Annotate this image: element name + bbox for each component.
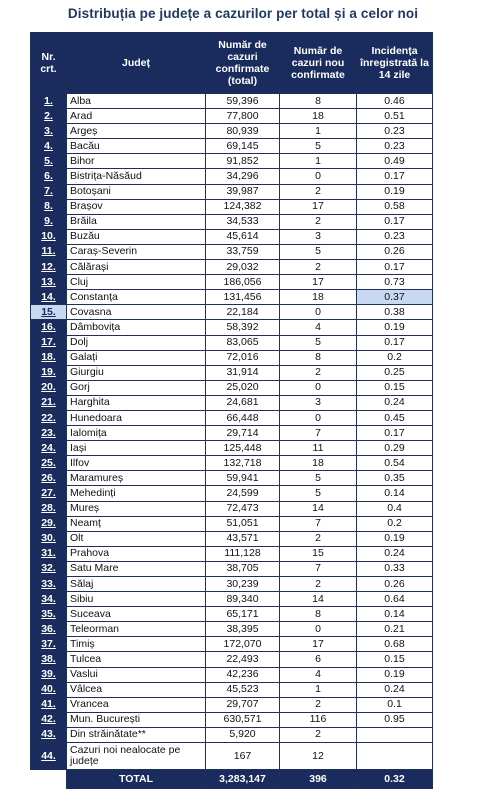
row-new-cases: 11: [280, 441, 357, 456]
row-new-cases: 1: [280, 124, 357, 139]
row-new-cases: 2: [280, 697, 357, 712]
row-county: Arad: [67, 109, 206, 124]
row-new-cases: 2: [280, 531, 357, 546]
row-county: Iași: [67, 441, 206, 456]
table-body: [31, 94, 433, 770]
row-total-cases: 24,599: [206, 486, 280, 501]
row-new-cases: 18: [280, 456, 357, 471]
row-total-cases: 83,065: [206, 335, 280, 350]
row-total-cases: 132,718: [206, 456, 280, 471]
row-number: 40.: [31, 682, 67, 697]
row-number: 29.: [31, 516, 67, 531]
row-total-cases: 45,614: [206, 229, 280, 244]
row-new-cases: 18: [280, 290, 357, 305]
row-total-cases: 72,473: [206, 501, 280, 516]
row-incidence: 0.45: [357, 410, 433, 425]
row-county: Alba: [67, 94, 206, 109]
row-new-cases: 12: [280, 743, 357, 770]
row-new-cases: 17: [280, 637, 357, 652]
row-county: Argeș: [67, 124, 206, 139]
row-new-cases: 0: [280, 305, 357, 320]
row-total-cases: 72,016: [206, 350, 280, 365]
row-county: Cluj: [67, 275, 206, 290]
row-number: 4.: [31, 139, 67, 154]
row-new-cases: 1: [280, 154, 357, 169]
row-new-cases: 5: [280, 244, 357, 259]
row-number: 24.: [31, 441, 67, 456]
row-number: 35.: [31, 607, 67, 622]
table-row: [31, 561, 433, 576]
row-new-cases: 7: [280, 426, 357, 441]
row-county: Caraș-Severin: [67, 244, 206, 259]
row-total-cases: 59,941: [206, 471, 280, 486]
row-incidence: 0.73: [357, 275, 433, 290]
row-new-cases: 2: [280, 214, 357, 229]
row-total-cases: 69,145: [206, 139, 280, 154]
row-total-cases: 77,800: [206, 109, 280, 124]
row-number: 2.: [31, 109, 67, 124]
table-row: [31, 184, 433, 199]
row-incidence: 0.4: [357, 501, 433, 516]
row-incidence: 0.23: [357, 139, 433, 154]
row-incidence: 0.21: [357, 622, 433, 637]
row-county: Galați: [67, 350, 206, 365]
row-county: Satu Mare: [67, 561, 206, 576]
row-new-cases: 4: [280, 667, 357, 682]
header-nr: Nr. crt.: [31, 33, 67, 94]
table-row: [31, 426, 433, 441]
row-total-cases: 38,395: [206, 622, 280, 637]
table-row: [31, 712, 433, 727]
table-row: [31, 109, 433, 124]
row-number: 15.: [31, 305, 67, 320]
row-incidence: 0.15: [357, 380, 433, 395]
row-incidence: 0.2: [357, 516, 433, 531]
row-county: Mehedinți: [67, 486, 206, 501]
row-new-cases: 8: [280, 94, 357, 109]
row-county: Hunedoara: [67, 410, 206, 425]
row-new-cases: 2: [280, 365, 357, 380]
row-total-cases: 125,448: [206, 441, 280, 456]
row-new-cases: 14: [280, 592, 357, 607]
row-county: Harghita: [67, 395, 206, 410]
table-row: [31, 456, 433, 471]
table-row: [31, 743, 433, 770]
row-number: 36.: [31, 622, 67, 637]
row-total-cases: 111,128: [206, 546, 280, 561]
row-total-cases: 34,533: [206, 214, 280, 229]
row-incidence: 0.58: [357, 199, 433, 214]
table-row: [31, 531, 433, 546]
table-row: [31, 124, 433, 139]
row-new-cases: 17: [280, 199, 357, 214]
row-total-cases: 59,396: [206, 94, 280, 109]
row-incidence: 0.51: [357, 109, 433, 124]
row-new-cases: 14: [280, 501, 357, 516]
table-row: [31, 169, 433, 184]
row-new-cases: 0: [280, 622, 357, 637]
row-county: Teleorman: [67, 622, 206, 637]
table-row: [31, 260, 433, 275]
row-incidence: 0.26: [357, 244, 433, 259]
row-incidence: 0.23: [357, 124, 433, 139]
row-incidence: 0.54: [357, 456, 433, 471]
table-row: [31, 622, 433, 637]
table-row: [31, 607, 433, 622]
row-number: 7.: [31, 184, 67, 199]
row-number: 8.: [31, 199, 67, 214]
row-new-cases: 2: [280, 727, 357, 742]
row-new-cases: 5: [280, 139, 357, 154]
table-row: [31, 592, 433, 607]
table-row: [31, 320, 433, 335]
row-total-cases: 630,571: [206, 712, 280, 727]
total-cases: 3,283,147: [206, 770, 280, 789]
row-total-cases: 45,523: [206, 682, 280, 697]
row-county: Timiș: [67, 637, 206, 652]
row-county: Botoșani: [67, 184, 206, 199]
row-number: 25.: [31, 456, 67, 471]
table-row: [31, 577, 433, 592]
row-number: 43.: [31, 727, 67, 742]
row-total-cases: 172,070: [206, 637, 280, 652]
row-number: 16.: [31, 320, 67, 335]
table-header-row: [31, 33, 433, 94]
row-county: Ilfov: [67, 456, 206, 471]
row-total-cases: 80,939: [206, 124, 280, 139]
row-total-cases: 24,681: [206, 395, 280, 410]
total-incidence: 0.32: [357, 770, 433, 789]
row-number: 44.: [31, 743, 67, 770]
row-incidence: 0.19: [357, 320, 433, 335]
row-county: Brăila: [67, 214, 206, 229]
row-total-cases: 33,759: [206, 244, 280, 259]
row-new-cases: 5: [280, 335, 357, 350]
header-judet: Județ: [67, 33, 206, 94]
row-county: Vâlcea: [67, 682, 206, 697]
row-total-cases: 66,448: [206, 410, 280, 425]
row-county: Brașov: [67, 199, 206, 214]
table-row: [31, 244, 433, 259]
row-incidence: 0.68: [357, 637, 433, 652]
row-incidence: 0.14: [357, 486, 433, 501]
row-incidence: 0.19: [357, 184, 433, 199]
row-county: Sălaj: [67, 577, 206, 592]
row-total-cases: 124,382: [206, 199, 280, 214]
row-number: 21.: [31, 395, 67, 410]
table-row: [31, 335, 433, 350]
table-row: [31, 275, 433, 290]
row-incidence: 0.23: [357, 229, 433, 244]
row-number: 1.: [31, 94, 67, 109]
total-label: TOTAL: [67, 770, 206, 789]
row-total-cases: 43,571: [206, 531, 280, 546]
row-total-cases: 29,032: [206, 260, 280, 275]
row-number: 38.: [31, 652, 67, 667]
table-row: [31, 94, 433, 109]
row-county: Prahova: [67, 546, 206, 561]
row-total-cases: 22,493: [206, 652, 280, 667]
row-total-cases: 34,296: [206, 169, 280, 184]
row-number: 22.: [31, 410, 67, 425]
row-incidence: 0.17: [357, 169, 433, 184]
row-number: 9.: [31, 214, 67, 229]
row-number: 12.: [31, 260, 67, 275]
table-row: [31, 652, 433, 667]
row-incidence: 0.46: [357, 94, 433, 109]
header-total: Număr de cazuri confirmate (total): [206, 33, 280, 94]
row-total-cases: 89,340: [206, 592, 280, 607]
table-row: [31, 290, 433, 305]
row-county: Suceava: [67, 607, 206, 622]
row-incidence: 0.38: [357, 305, 433, 320]
table-row: [31, 139, 433, 154]
row-new-cases: 7: [280, 516, 357, 531]
row-number: 11.: [31, 244, 67, 259]
row-incidence: [357, 727, 433, 742]
table-title: Distribuția pe județe a cazurilor per total și a celor noi: [67, 6, 419, 21]
row-new-cases: 0: [280, 169, 357, 184]
row-total-cases: 131,456: [206, 290, 280, 305]
row-new-cases: 7: [280, 561, 357, 576]
row-county: Giurgiu: [67, 365, 206, 380]
row-new-cases: 2: [280, 184, 357, 199]
row-number: 23.: [31, 426, 67, 441]
row-new-cases: 15: [280, 546, 357, 561]
row-new-cases: 5: [280, 486, 357, 501]
row-county: Olt: [67, 531, 206, 546]
table-row: [31, 546, 433, 561]
header-incidenta: Incidența înregistrată la 14 zile: [357, 33, 433, 94]
row-new-cases: 4: [280, 320, 357, 335]
table-row: [31, 214, 433, 229]
table-row: [31, 365, 433, 380]
table-row: [31, 395, 433, 410]
row-number: 10.: [31, 229, 67, 244]
row-incidence: 0.24: [357, 682, 433, 697]
row-total-cases: 30,239: [206, 577, 280, 592]
row-number: 5.: [31, 154, 67, 169]
row-county: Bacău: [67, 139, 206, 154]
row-total-cases: 39,987: [206, 184, 280, 199]
table-row: [31, 682, 433, 697]
row-county: Din străinătate**: [67, 727, 206, 742]
table-row: [31, 350, 433, 365]
table-row: [31, 516, 433, 531]
row-new-cases: 18: [280, 109, 357, 124]
row-number: 19.: [31, 365, 67, 380]
row-total-cases: 65,171: [206, 607, 280, 622]
header-noi: Număr de cazuri nou confirmate: [280, 33, 357, 94]
row-total-cases: 29,714: [206, 426, 280, 441]
row-county: Covasna: [67, 305, 206, 320]
total-blank-cell: [31, 770, 67, 789]
table-row: [31, 305, 433, 320]
row-incidence: 0.17: [357, 335, 433, 350]
row-county: Neamț: [67, 516, 206, 531]
row-number: 13.: [31, 275, 67, 290]
row-incidence: 0.35: [357, 471, 433, 486]
table-row: [31, 667, 433, 682]
row-number: 32.: [31, 561, 67, 576]
table-row: [31, 199, 433, 214]
row-incidence: 0.17: [357, 214, 433, 229]
row-new-cases: 0: [280, 410, 357, 425]
row-incidence: 0.24: [357, 546, 433, 561]
row-incidence: 0.95: [357, 712, 433, 727]
row-new-cases: 8: [280, 350, 357, 365]
row-number: 26.: [31, 471, 67, 486]
row-number: 31.: [31, 546, 67, 561]
row-county: Maramureș: [67, 471, 206, 486]
table-row: [31, 637, 433, 652]
row-county: Călărași: [67, 260, 206, 275]
row-total-cases: 51,051: [206, 516, 280, 531]
row-number: 18.: [31, 350, 67, 365]
row-incidence: 0.49: [357, 154, 433, 169]
row-incidence: 0.19: [357, 667, 433, 682]
row-incidence: [357, 743, 433, 770]
row-incidence: 0.37: [357, 290, 433, 305]
row-county: Vaslui: [67, 667, 206, 682]
table-row: [31, 697, 433, 712]
row-new-cases: 5: [280, 471, 357, 486]
row-new-cases: 2: [280, 577, 357, 592]
row-county: Tulcea: [67, 652, 206, 667]
row-number: 34.: [31, 592, 67, 607]
row-incidence: 0.64: [357, 592, 433, 607]
row-county: Mun. București: [67, 712, 206, 727]
table-row: [31, 229, 433, 244]
row-new-cases: 0: [280, 380, 357, 395]
row-number: 14.: [31, 290, 67, 305]
row-number: 17.: [31, 335, 67, 350]
row-total-cases: 42,236: [206, 667, 280, 682]
row-incidence: 0.15: [357, 652, 433, 667]
row-new-cases: 116: [280, 712, 357, 727]
total-row: [31, 770, 433, 789]
row-county: Constanța: [67, 290, 206, 305]
row-total-cases: 91,852: [206, 154, 280, 169]
row-total-cases: 25,020: [206, 380, 280, 395]
row-number: 3.: [31, 124, 67, 139]
row-incidence: 0.29: [357, 441, 433, 456]
row-new-cases: 1: [280, 682, 357, 697]
county-cases-table: [30, 32, 433, 789]
row-county: Sibiu: [67, 592, 206, 607]
table-row: [31, 501, 433, 516]
row-total-cases: 29,707: [206, 697, 280, 712]
table-row: [31, 727, 433, 742]
row-total-cases: 31,914: [206, 365, 280, 380]
row-new-cases: 8: [280, 607, 357, 622]
table-row: [31, 486, 433, 501]
row-incidence: 0.17: [357, 260, 433, 275]
row-incidence: 0.26: [357, 577, 433, 592]
row-county: Dâmbovița: [67, 320, 206, 335]
row-county: Buzău: [67, 229, 206, 244]
table-row: [31, 380, 433, 395]
table-row: [31, 410, 433, 425]
row-new-cases: 2: [280, 260, 357, 275]
row-incidence: 0.33: [357, 561, 433, 576]
row-county: Mureș: [67, 501, 206, 516]
row-number: 41.: [31, 697, 67, 712]
row-total-cases: 186,056: [206, 275, 280, 290]
row-incidence: 0.17: [357, 426, 433, 441]
row-total-cases: 5,920: [206, 727, 280, 742]
row-incidence: 0.24: [357, 395, 433, 410]
row-new-cases: 6: [280, 652, 357, 667]
row-incidence: 0.25: [357, 365, 433, 380]
table-row: [31, 471, 433, 486]
row-incidence: 0.14: [357, 607, 433, 622]
row-county: Ialomița: [67, 426, 206, 441]
table-row: [31, 154, 433, 169]
row-number: 20.: [31, 380, 67, 395]
row-county: Bistrița-Năsăud: [67, 169, 206, 184]
row-incidence: 0.2: [357, 350, 433, 365]
row-number: 37.: [31, 637, 67, 652]
row-number: 39.: [31, 667, 67, 682]
row-number: 28.: [31, 501, 67, 516]
row-county: Bihor: [67, 154, 206, 169]
row-number: 27.: [31, 486, 67, 501]
row-total-cases: 22,184: [206, 305, 280, 320]
table-row: [31, 441, 433, 456]
row-new-cases: 3: [280, 395, 357, 410]
total-new: 396: [280, 770, 357, 789]
row-incidence: 0.19: [357, 531, 433, 546]
row-new-cases: 3: [280, 229, 357, 244]
row-county: Gorj: [67, 380, 206, 395]
row-total-cases: 38,705: [206, 561, 280, 576]
row-number: 33.: [31, 577, 67, 592]
row-number: 30.: [31, 531, 67, 546]
row-number: 42.: [31, 712, 67, 727]
row-county: Dolj: [67, 335, 206, 350]
row-county: Vrancea: [67, 697, 206, 712]
row-total-cases: 58,392: [206, 320, 280, 335]
row-number: 6.: [31, 169, 67, 184]
row-new-cases: 17: [280, 275, 357, 290]
row-incidence: 0.1: [357, 697, 433, 712]
row-total-cases: 167: [206, 743, 280, 770]
row-county: Cazuri noi nealocate pe județe: [67, 743, 206, 770]
